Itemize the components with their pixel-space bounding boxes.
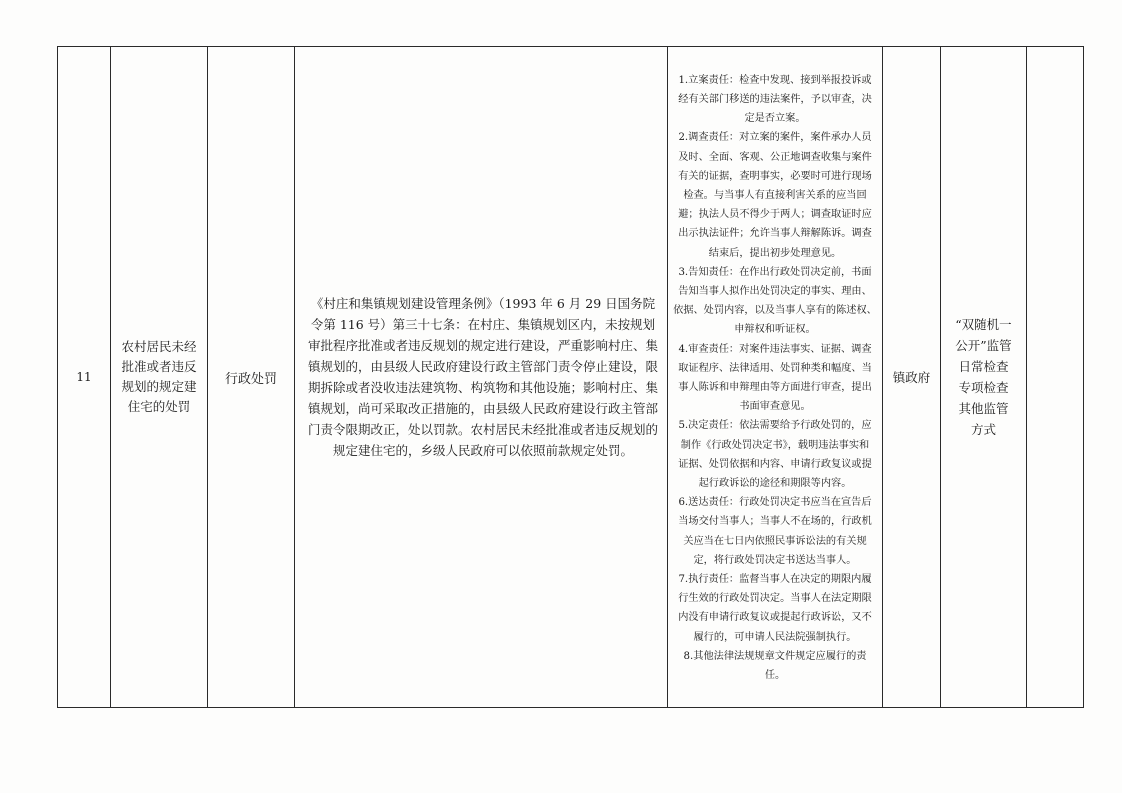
responsibility-line: 2.调查责任：对立案的案件，案件承办人员 (678, 132, 872, 144)
responsibility-line: 履行的，可申请人民法院强制执行。 (693, 631, 857, 643)
power-category: 行政处罚 (224, 371, 277, 387)
power-category-cell (208, 47, 295, 708)
item-name-cell (111, 47, 208, 708)
item-name: 农村居民未经批准或者违反规划的规定建住宅的处罚 (121, 339, 197, 414)
power-list-table (57, 46, 1084, 708)
responsibility-line: 检查。与当事人有直接利害关系的应当回 (683, 189, 867, 201)
responsibility-line: 取证程序、法律适用、处罚种类和幅度、当 (678, 362, 872, 374)
responsibility-line: 行生效的行政处罚决定。当事人在法定期限 (678, 593, 872, 605)
responsibility-line: 1.立案责任：检查中发现、接到举报投诉或 (678, 74, 872, 86)
responsibility-line: 经有关部门移送的违法案件，予以审查，决 (678, 93, 872, 105)
responsibility-line: 结束后，提出初步处理意见。 (708, 247, 842, 259)
responsibility-line: 8.其他法律法规规章文件规定应履行的责 (683, 650, 867, 662)
responsibility-line: 书面审查意见。 (739, 401, 811, 413)
responsibility-line: 3.告知责任：在作出行政处罚决定前，书面 (678, 266, 872, 278)
responsibility-line: 证据、处罚依据和内容、申请行政复议或提 (678, 458, 872, 470)
responsibility-line: 及时、全面、客观、公正地调查收集与案件 (678, 151, 872, 163)
responsibility-line: 出示执法证件；允许当事人辩解陈诉。调查 (678, 228, 872, 240)
responsibility-line: 关应当在七日内依照民事诉讼法的有关规 (683, 535, 867, 547)
responsibility-line: 依据、处罚内容，以及当事人享有的陈述权、 (673, 305, 877, 317)
responsibility-list (668, 69, 882, 686)
responsibility-line: 制作《行政处罚决定书》，载明违法事实和 (680, 439, 870, 451)
responsibility-line: 告知当事人拟作出处罚决定的事实、理由、 (678, 285, 872, 297)
supervision-method: “双随机一公开”监管日常检查专项检查其他监管方式 (955, 317, 1012, 437)
remark-cell (1027, 47, 1084, 708)
responsibility-line: 4.审查责任：对案件违法事实、证据、调查 (678, 343, 872, 355)
row-number-cell (58, 47, 111, 708)
supervision-method-cell (941, 47, 1027, 708)
responsibility-line: 当场交付当事人；当事人不在场的，行政机 (678, 516, 872, 528)
department: 镇政府 (892, 370, 931, 385)
responsibility-line: 起行政诉讼的途径和期限等内容。 (698, 478, 852, 490)
responsibility-line: 定，将行政处罚决定书送达当事人。 (693, 554, 857, 566)
responsibility-line: 避；执法人员不得少于两人；调查取证时应 (678, 209, 872, 221)
responsibility-line: 内没有申请行政复议或提起行政诉讼，又不 (678, 612, 872, 624)
responsibility-line: 事人陈诉和申辩理由等方面进行审查，提出 (678, 382, 872, 393)
row-number: 11 (76, 370, 92, 384)
table-row (58, 47, 1084, 708)
responsibility-cell (668, 47, 883, 708)
responsibility-line: 5.决定责任：依法需要给予行政处罚的，应 (678, 420, 872, 432)
responsibility-line: 定是否立案。 (744, 113, 806, 125)
responsibility-line: 7.执行责任：监督当事人在决定的期限内履 (678, 574, 872, 586)
legal-basis: 《村庄和集镇规划建设管理条例》（1993 年 6 月 29 日国务院令第 116 号）第三十七条：在村庄、集镇规划区内，未按规划审批程序批准或者违反规划的规定进行建设，严重影响村庄、集镇规划的，由县级人民政府建设行政主管部门责令停止建设，限期拆除或者没收违法建筑物、构筑物和其他设施；影响村庄、集镇规划，尚可采取改正措施的，由县级人民政府建设行政主管部门责令限期改正，处以罚款。农村居民未经批准或者违反规划的规定建住宅的，乡级人民政府可以依照前款规定处罚。 (307, 296, 658, 458)
responsibility-line: 有关的证据，查明事实，必要时可进行现场 (678, 170, 872, 182)
legal-basis-cell (295, 47, 668, 708)
department-cell (883, 47, 941, 708)
responsibility-line: 任。 (764, 670, 786, 682)
responsibility-line: 6.送达责任：行政处罚决定书应当在宣告后 (678, 497, 872, 509)
responsibility-line: 申辩权和听证权。 (734, 324, 816, 336)
